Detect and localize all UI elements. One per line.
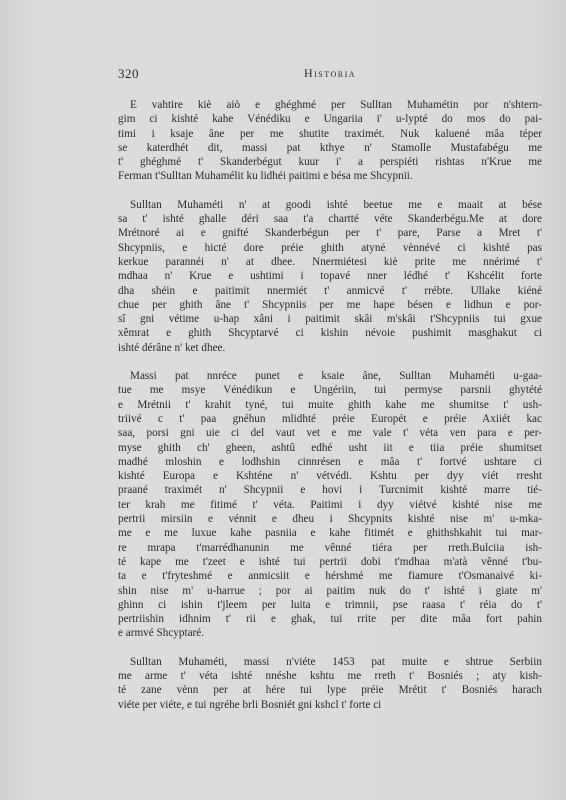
- text-line: shin nise m' u-harrue ; por ai paitim nuk do t' ishté i giate m': [118, 584, 542, 597]
- text-line: Sulltan Muhaméti n' at goodi ishté beetue me e maait at bése: [130, 198, 542, 211]
- text-line: E vahtire kiè aiò e ghéghmé per Sulltan Muhamétin por n'shtern-: [130, 99, 542, 111]
- text-line: Massi pat nnréce punet e ksaie âne, Sulltan Muhaméti u-gaa-: [130, 370, 542, 383]
- text-line: e armvé Shcyptaré.: [118, 627, 205, 640]
- text-line: myse ghith ch' gheen, ashtû edhé usht iit e tiia préie shumitset: [118, 441, 542, 454]
- text-line: té zane vènn per at hére tui lype préie Mrétit t' Bosniés harach: [118, 684, 542, 697]
- text-line: e Mrétnii t' krahit tyné, tui muite ghith kahe me shumitse t' ush-: [118, 398, 542, 411]
- paragraph: [118, 198, 542, 355]
- text-line: Ferman t'Sulltan Muhamélit ku lidhéi paitimi e bésa me Shcypnii.: [118, 170, 413, 183]
- text-line: t' ghéghmé t' Skanderbégut kuur i' a perspiéti rishtas n'Krue me: [118, 156, 542, 169]
- text-line: xêmrat e ghith Shcyptarvé ci kishin névoie pushimit masghakut ci: [118, 327, 542, 340]
- text-line: dha shéin e paitimit nnermiét t' anmicvé t' rrébte. Ullake kiéné: [118, 284, 542, 297]
- page-body: [118, 98, 542, 726]
- text-line: sî gni vétime u-hap xâni i paitimit skâi m'skâi t'Shcypniis tui gxue: [118, 313, 542, 326]
- text-line: timi i ksaje âne per me shutite traximét. Nuk kaluené mâa téper: [118, 127, 542, 140]
- text-line: se katerdhét dit, massi pat kthye n' Stamolle Mustafabégu me: [118, 141, 542, 154]
- text-line: kishté Europa e Kshténe n' vétvédi. Kshtu per dyy viét rresht: [118, 470, 542, 483]
- text-line: pertrii mirsiin e vénnit e dheu i Shcypnits kishté nise m' u-mka-: [118, 513, 542, 526]
- text-line: Mrétnoré ai e gnifté Skanderbégun per t' pare, Parse a Mret t': [118, 227, 542, 240]
- running-header: [118, 66, 542, 84]
- text-line: me e me luxue kahe pasniia e kahe fitimét e ghithshkahit tui mar-: [118, 527, 542, 540]
- text-line: kerkue parannéi n' at dhee. Nnermiétesi kiè prite me nnérimé t': [118, 255, 542, 268]
- text-line: re mrapa t'marrédhanunin me vênné tiéra per rreth.Bulciia ish-: [118, 541, 542, 554]
- text-line: saa, porsi gni uie ci del vaut vet e me vale t' véta ven para e per-: [118, 427, 542, 440]
- text-line: sa t' ishté ghalle déri saa t'a chartté véte Skanderbégu.Me at dore: [118, 213, 542, 226]
- running-title: Historia: [303, 66, 357, 80]
- text-line: chue per ghith âne t' Shcypniis per me hape bésen e lidhun e por-: [118, 298, 542, 311]
- paragraph: [118, 98, 542, 184]
- paragraph: [118, 655, 542, 712]
- text-line: me arme t' véta ishté nnéshe kshtu me rreth t' Bosniés ; aty kish-: [118, 669, 542, 682]
- text-line: ta e t'fryteshmé e anmicsiit e hérshmé me fiamure t'Osmanaivé ki-: [118, 570, 542, 583]
- text-line: triivé c t' paa gnéhun mlidhté préie Europét e préie Axiiét kac: [118, 412, 542, 425]
- text-line: ghinn ci ishin t'jleem per luita e trimnii, pse raasa t' réia do t': [118, 598, 542, 611]
- page-number: 320: [118, 66, 139, 81]
- text-line: ter krah me fitimé t' véta. Paitimi i dyy viétvé kishté nise me: [118, 498, 542, 511]
- text-line: ishté dérâne n' ket dhee.: [118, 341, 226, 354]
- text-line: gim ci kishté kahe Vénédiku e Ungariia i' u-lypté do mos do pai-: [118, 113, 542, 126]
- text-line: viéte per viéte, e tui ngréhe brli Bosniét gni kshcl t' forte ci: [118, 698, 382, 711]
- text-line: praané traximét n' Shcypnii e hovi i Turcnimit kishté marre tié-: [118, 484, 542, 497]
- paragraph: [118, 369, 542, 641]
- text-line: Sulltan Muhaméti, massi n'viéte 1453 pat muite e shtrue Serbiin: [130, 655, 542, 668]
- text-line: Shcypniis, e hicté dore préie ghith atyné vènnévé ci kishté pas: [118, 241, 542, 254]
- text-line: mdhaa n' Krue e ushtimi i topavé nner lédhé t' Kshcélit forte: [118, 270, 542, 283]
- text-line: pertriishin idhnim t' rii e ghak, tui rrite per dite mâa fort pahin: [118, 613, 542, 626]
- text-line: madhé mloshin e lodhshin cinnrésen e mâa t' fortvé ushtare ci: [118, 455, 542, 468]
- text-line: tue me msye Vénédikun e Ungériin, tui permyse parsnii ghytété: [118, 384, 542, 397]
- text-line: té kape me t'zeet e ishté tui pertrii dobi t'mdhaa m'atà vênné t'bu-: [118, 555, 542, 568]
